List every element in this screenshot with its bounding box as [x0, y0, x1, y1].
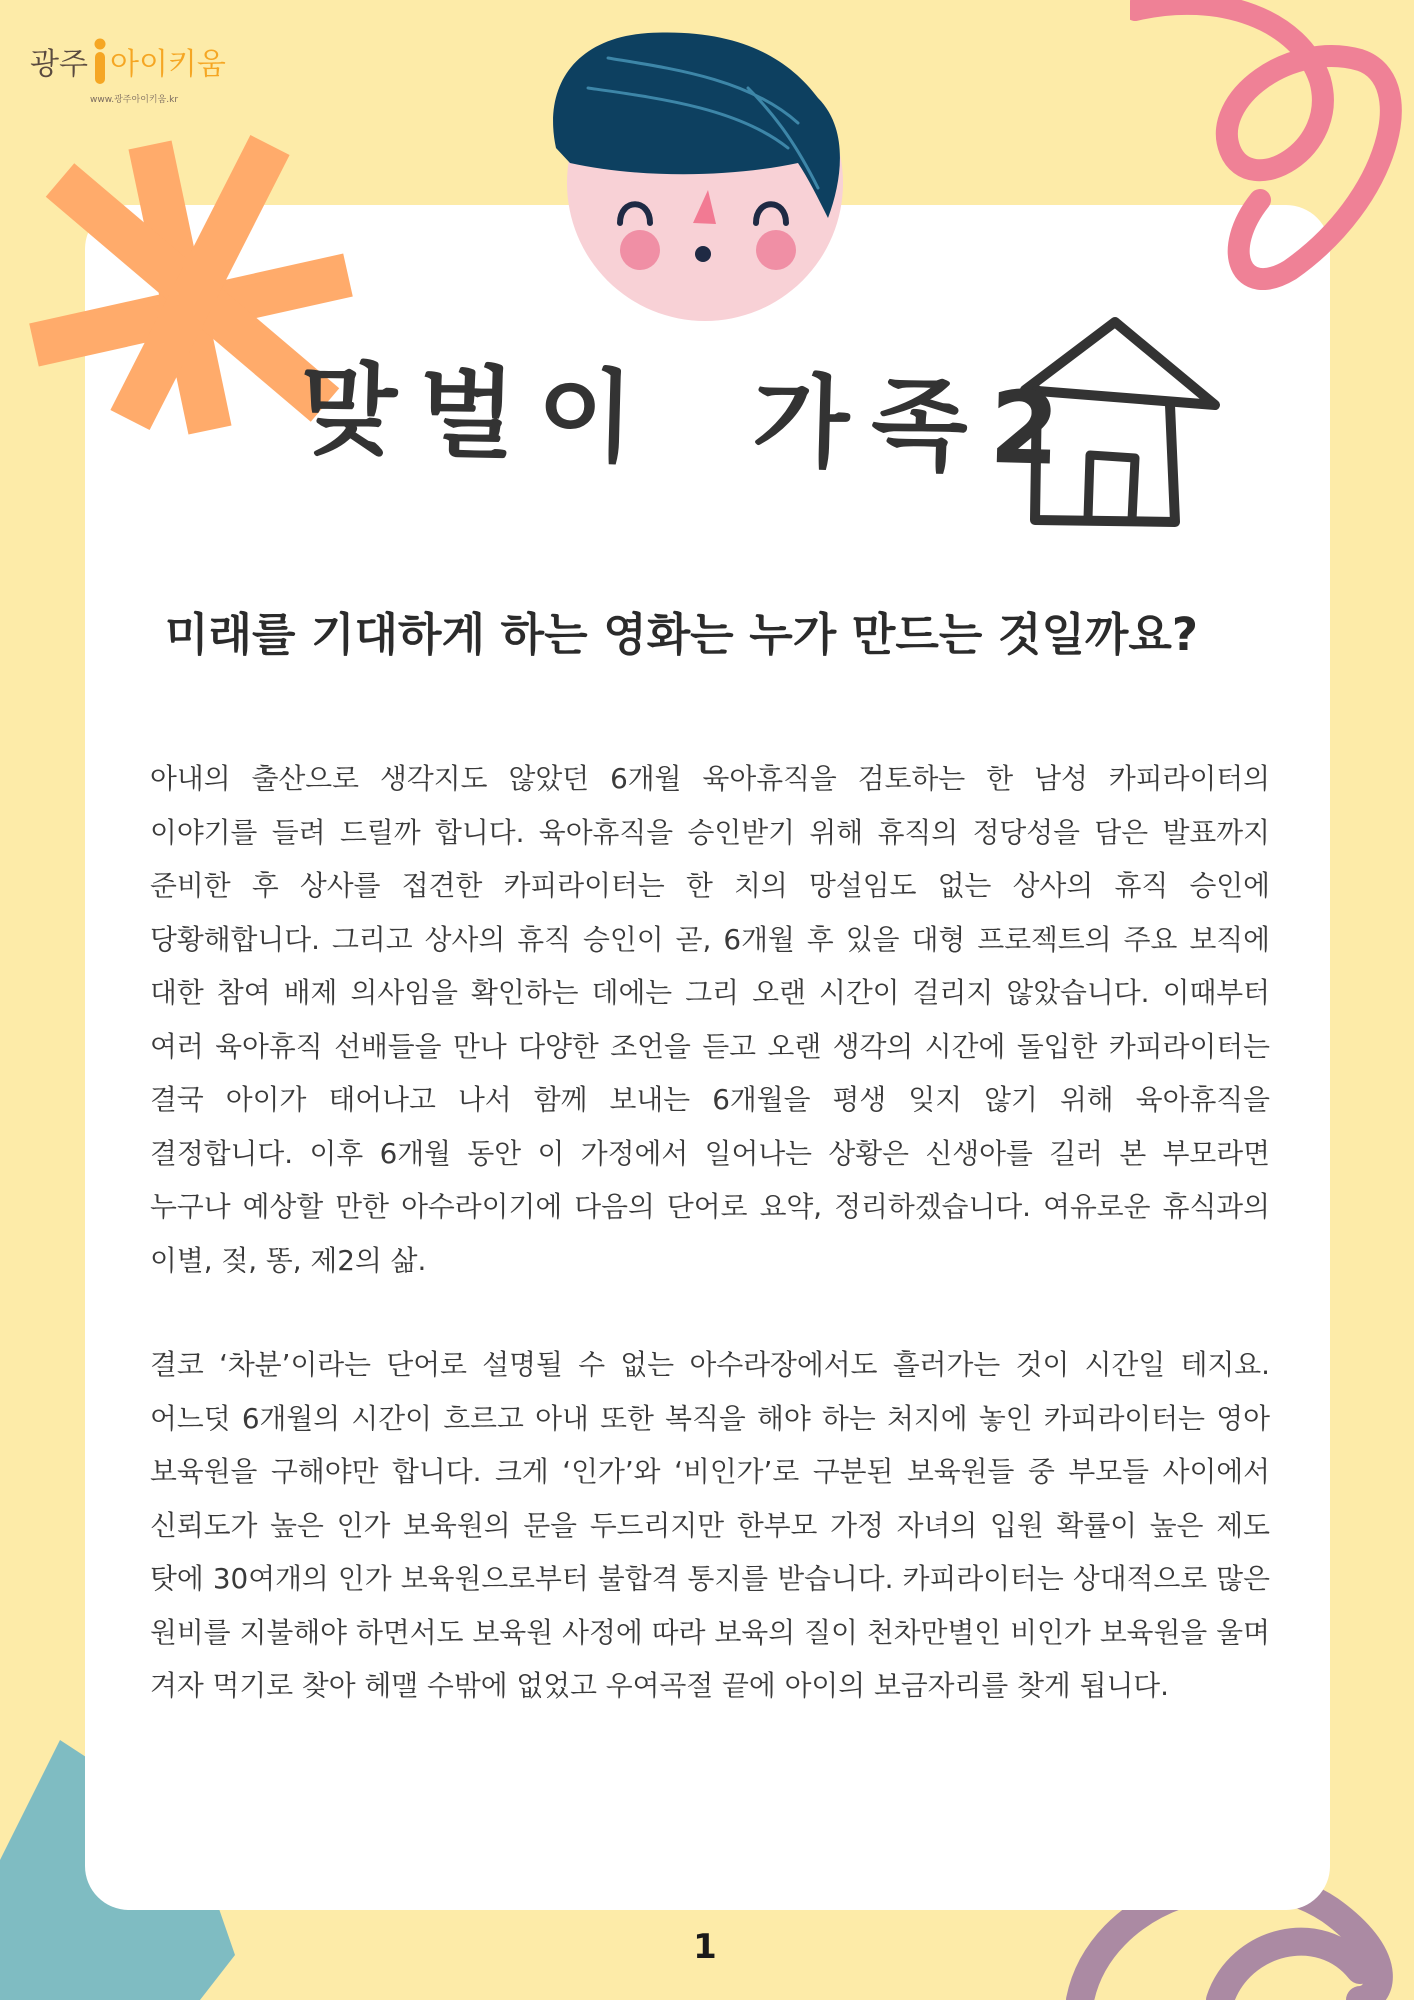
- page-subtitle: 미래를 기대하게 하는 영화는 누가 만드는 것일까요?: [165, 608, 1198, 661]
- logo-i-figure: [92, 38, 108, 84]
- boy-face-illustration: [548, 28, 868, 348]
- page-title: 맞벌이 가족2: [298, 350, 1083, 489]
- page-number: 1: [693, 1927, 717, 1967]
- brand-logo[interactable]: [30, 18, 260, 108]
- body-paragraph-1: 아내의 출산으로 생각지도 않았던 6개월 육아휴직을 검토하는 한 남성 카피라이터의 이야기를 들려 드릴까 합니다. 육아휴직을 승인받기 위해 휴직의 정당성을 담은 발표까지 준비한 후 상사를 접견한 카피라이터는 한 치의 망설임도 없는 상사의 휴직 승인에 당황해합니다. 그리고 상사의 휴직 승인이 곧, 6개월 후 있을 대형 프로젝트의 주요 보직에 대한 참여 배제 의사임을 확인하는 데에는 그리 오랜 시간이 걸리지 않았습니다. 이때부터 여러 육아휴직 선배들을 만나 다양한 조언을 듣고 오랜 생각의 시간에 돌입한 카피라이터는 결국 아이가 태어나고 나서 함께 보내는 6개월을 평생 잊지 않기 위해 육아휴직을 결정합니다. 이후 6개월 동안 이 가정에서 일어나는 상황은 신생아를 길러 본 부모라면 누구나 예상할 만한 아수라이기에 다음의 단어로 요약, 정리하겠습니다. 여유로운 휴식과의 이별, 젖, 똥, 제2의 삶.: [150, 762, 1270, 1277]
- body-paragraph-2: 결코 ‘차분’이라는 단어로 설명될 수 없는 아수라장에서도 흘러가는 것이 시간일 테지요. 어느덧 6개월의 시간이 흐르고 아내 또한 복직을 해야 하는 처지에 놓인 카피라이터는 영아 보육원을 구해야만 합니다. 크게 ‘인가’와 ‘비인가’로 구분된 보육원들 중 부모들 사이에서 신뢰도가 높은 인가 보육원의 문을 두드리지만 한부모 가정 자녀의 입원 확률이 높은 제도 탓에 30여개의 인가 보육원으로부터 불합격 통지를 받습니다. 카피라이터는 상대적으로 많은 원비를 지불해야 하면서도 보육원 사정에 따라 보육의 질이 천차만별인 비인가 보육원을 울며 겨자 먹기로 찾아 헤맬 수밖에 없었고 우여곡절 끝에 아이의 보금자리를 찾게 됩니다.: [150, 1348, 1270, 1702]
- pink-swirl: [1130, 0, 1414, 290]
- logo-text-left: 광주: [30, 47, 88, 82]
- logo-wordmark: [30, 38, 226, 84]
- logo-url: www.광주아이키움.kr: [90, 95, 179, 105]
- logo-text-right: 아이키움: [109, 47, 226, 82]
